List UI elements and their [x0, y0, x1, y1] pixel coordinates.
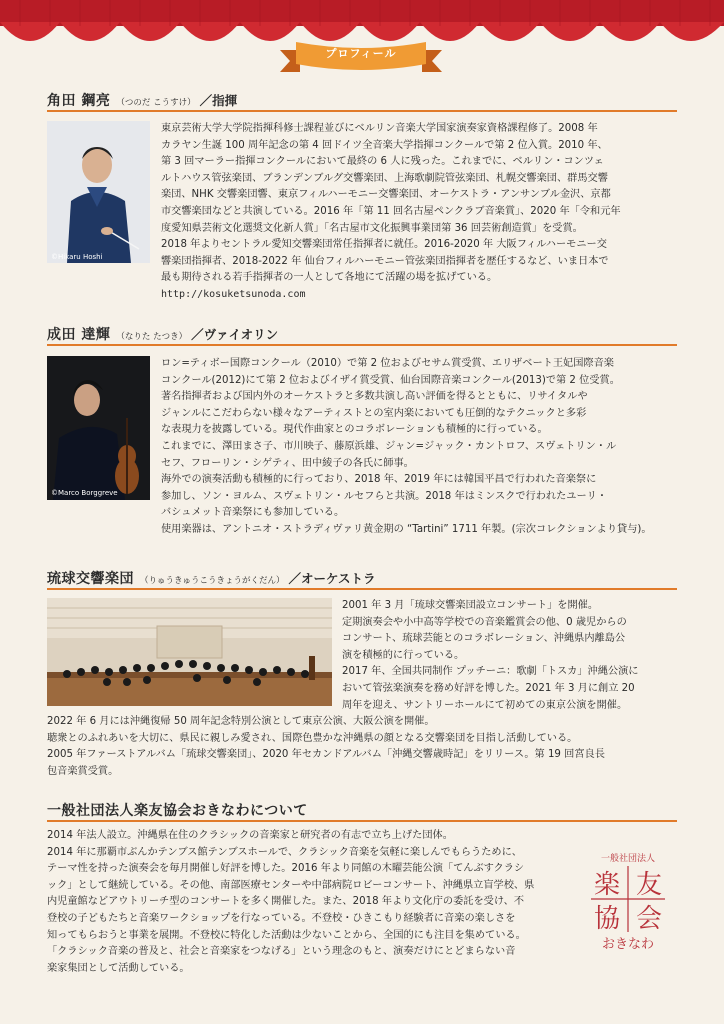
- bio-line: 市交響楽団などと共演している。2016 年「第 11 回名古屋ペンクラブ音楽賞」、2020 年「令和元年: [161, 205, 621, 217]
- violinist-photo: [47, 356, 150, 500]
- bio-line: セフ、フローリン・シゲティ、田中綾子の各氏に師事。: [161, 457, 414, 469]
- logo-char: 友: [635, 870, 663, 900]
- bio-line: ジャンルにこだわらない様々なアーティストとの室内楽においても圧倒的なテクニックと多彩: [161, 407, 587, 419]
- body-line: 2014 年法人設立。沖縄県在住のクラシックの音楽家と研究者の有志で立ち上げた団体。: [47, 830, 453, 841]
- violinist-reading: （なりた たつき）: [116, 332, 188, 342]
- violinist-name: 成田 達輝: [47, 327, 111, 343]
- orchestra-name: 琉球交響楽団: [47, 571, 134, 587]
- bio-line: 周年を迎え、サントリーホールにて初めての東京公演を開催。: [342, 699, 628, 711]
- bio-line: 包音楽賞受賞。: [47, 765, 119, 777]
- bio-line: 響楽団指揮者、2018-2022 年 仙台フィルハーモニー管弦楽団指揮者を歴任するなど、いま日本で: [161, 255, 609, 267]
- bio-line: な表現力を披露している。現代作曲家とのコラボレーションも積極的に行っている。: [161, 424, 548, 436]
- bio-line: 2001 年 3 月「琉球交響楽団設立コンサート」を開催。: [342, 600, 599, 611]
- bio-line: カラヤン生誕 100 周年記念の第 4 回ドイツ全音楽大学指揮コンクールで第 2 位入賞。2010 年、: [161, 139, 608, 151]
- bio-line: 2018 年よりセントラル愛知交響楽団常任指揮者に就任。2016-2020 年 大阪フィルハーモニー交: [161, 239, 607, 251]
- body-line: ック」として継続している。その他、南部医療センターや中部病院ロビーコンサート、沖縄県立盲学校、県: [47, 879, 535, 891]
- bio-line: 楽団、NHK 交響楽団響、東京フィルハーモニー交響楽団、オーケストラ・アンサンブル金沢、京都: [161, 189, 611, 201]
- bio-line: 2005 年ファーストアルバム「琉球交響楽団」、2020 年セカンドアルバム「沖縄交響歳時記」をリリース。第 19 回宮良長: [47, 749, 605, 761]
- bio-line: 度愛知県芸術文化選奨文化新人賞」「名古屋市文化振興事業団第 36 回芸術創造賞」を受賞。: [161, 222, 583, 234]
- body-line: 登校の子どもたちと音楽ワークショップを行なっている。不登校・ひきこもり経験者に音楽の楽しさを: [47, 912, 516, 924]
- logo-char: 会: [635, 904, 663, 934]
- profile-ribbon-label: プロフィール: [325, 47, 397, 60]
- bio-line: 使用楽器は、アントニオ・ストラディヴァリ黄金期の “Tartini” 1711 年製。(宗次コレクションより貸与)。: [161, 523, 652, 535]
- conductor-website-link[interactable]: http://kosuketsunoda.com: [161, 288, 306, 300]
- body-line: 内児童館などアウトリーチ型のコンサートを多く開催した。また、2018 年より文化庁の委託を受け、不: [47, 896, 525, 908]
- violinist-figure-icon: [47, 356, 150, 500]
- bio-line: ロン=ティボー国際コンクール（2010）で第 2 位およびセサム賞受賞、エリザベート王妃国際音楽: [161, 358, 614, 369]
- orchestra-heading: [47, 568, 677, 588]
- bio-line: 定期演奏会や小中高等学校での音楽鑑賞会の他、0 歳児からの: [342, 616, 627, 628]
- bio-line: 最も期待される若手指揮者の一人として各地にて活躍の場を拡げている。: [161, 272, 498, 284]
- orchestra-photo: [47, 598, 332, 706]
- bio-line: 第 3 回マーラー指揮コンクールにおいて最終の 6 人に残った。これまでに、ベルリン・コンツェ: [161, 156, 604, 168]
- bio-line: 参加し、ソン・ヨルム、スヴェトリン・ルセフらと共演。2018 年はミンスクで行われたユーリ・: [161, 490, 608, 502]
- violinist-bio: [161, 356, 681, 539]
- bio-line: 2022 年 6 月には沖縄復帰 50 周年記念特別公演として東京公演、大阪公演を開催。: [47, 716, 435, 727]
- body-line: テーマ性を持った演奏会を毎月開催し好評を博した。2016 年より同館の木曜芸能公演「てんぶすクラシ: [47, 863, 525, 875]
- bio-line: おいて管弦楽演奏を務め好評を博した。2021 年 3 月に創立 20: [342, 682, 635, 694]
- bio-line: 海外での演奏活動も積極的に行っており、2018 年、2019 年には韓国平昌で行われた音楽祭に: [161, 474, 597, 486]
- gakuyukai-logo: [583, 852, 673, 952]
- orchestra-divider: [47, 588, 677, 590]
- body-line: 「クラシック音楽の普及と、社会と音楽家をつなげる」という理念のもと、演奏だけにとどまらない音: [47, 946, 516, 958]
- violinist-photo-credit: ©Marco Borggreve: [51, 489, 118, 497]
- bio-line: ルトハウス管弦楽団、ブランデンブルグ交響楽団、上海歌劇院管弦楽団、札幌交響楽団、群馬交響: [161, 172, 608, 184]
- conductor-bio: [161, 121, 681, 304]
- orchestra-reading: （りゅうきゅうこうきょうがくだん）: [140, 576, 285, 586]
- association-title: 一般社団法人楽友協会おきなわについて: [47, 803, 308, 819]
- bio-line: これまでに、澤田まさ子、市川映子、藤原浜雄、ジャン=ジャック・カントロフ、スヴェトリン・ル: [161, 440, 617, 452]
- association-divider: [47, 820, 677, 822]
- body-line: 知ってもらおうと事業を展開。不登校に特化した活動は少ないことから、全国的にも注目を集めている。: [47, 929, 526, 941]
- conductor-photo-credit: ©Hikaru Hoshi: [51, 253, 103, 261]
- body-line: 2014 年に那覇市ぶんかテンブス館テンブスホールで、クラシック音楽を気軽に楽しんでもらうために、: [47, 846, 522, 858]
- bio-line: 聴衆とのふれあいを大切に、県民に親しみ愛され、国際色豊かな沖縄県の顔となる交響楽団を目指し活動している。: [47, 732, 578, 744]
- association-body: [47, 828, 577, 977]
- conductor-photo: [47, 121, 150, 263]
- bio-line: コンサート、琉球芸能とのコラボレーション、沖縄県内離島公: [342, 633, 626, 645]
- violinist-heading: [47, 324, 677, 344]
- bio-line: 2017 年、全国共同制作 プッチーニ：歌劇「トスカ」沖縄公演に: [342, 666, 639, 678]
- bio-line: 演を積極的に行っている。: [342, 649, 465, 661]
- orchestra-bio-full: [47, 714, 687, 780]
- logo-char: 楽: [593, 870, 621, 900]
- bio-line: コンクール(2012)にて第 2 位およびイザイ賞受賞、仙台国際音楽コンクール(2013)で第 2 位受賞。: [161, 374, 620, 386]
- logo-char: 協: [593, 904, 621, 934]
- logo-bottom-text: おきなわ: [601, 937, 655, 952]
- association-heading: [47, 800, 677, 820]
- bio-line: バシュメット音楽祭にも参加している。: [161, 507, 345, 519]
- orchestra-bio-side: [342, 598, 682, 714]
- conductor-figure-icon: [47, 121, 150, 263]
- orchestra-role: ／オーケストラ: [288, 571, 376, 586]
- conductor-heading: [47, 90, 677, 110]
- conductor-divider: [47, 110, 677, 112]
- violinist-role: ／ヴァイオリン: [191, 327, 279, 342]
- conductor-name: 角田 鋼亮: [47, 93, 111, 109]
- concert-hall-icon: [47, 598, 332, 706]
- conductor-role: ／指揮: [199, 93, 238, 108]
- body-line: 楽家集団として活動している。: [47, 962, 190, 974]
- bio-line: 著名指揮者および国内外のオーケストラと多数共演し高い評価を得るとともに、リサイタルや: [161, 391, 588, 403]
- conductor-reading: （つのだ こうすけ）: [116, 98, 196, 108]
- logo-top-text: 一般社団法人: [600, 854, 656, 864]
- violinist-divider: [47, 344, 677, 346]
- bio-line: 東京芸術大学大学院指揮科修士課程並びにベルリン音楽大学国家演奏家資格課程修了。2008 年: [161, 123, 598, 134]
